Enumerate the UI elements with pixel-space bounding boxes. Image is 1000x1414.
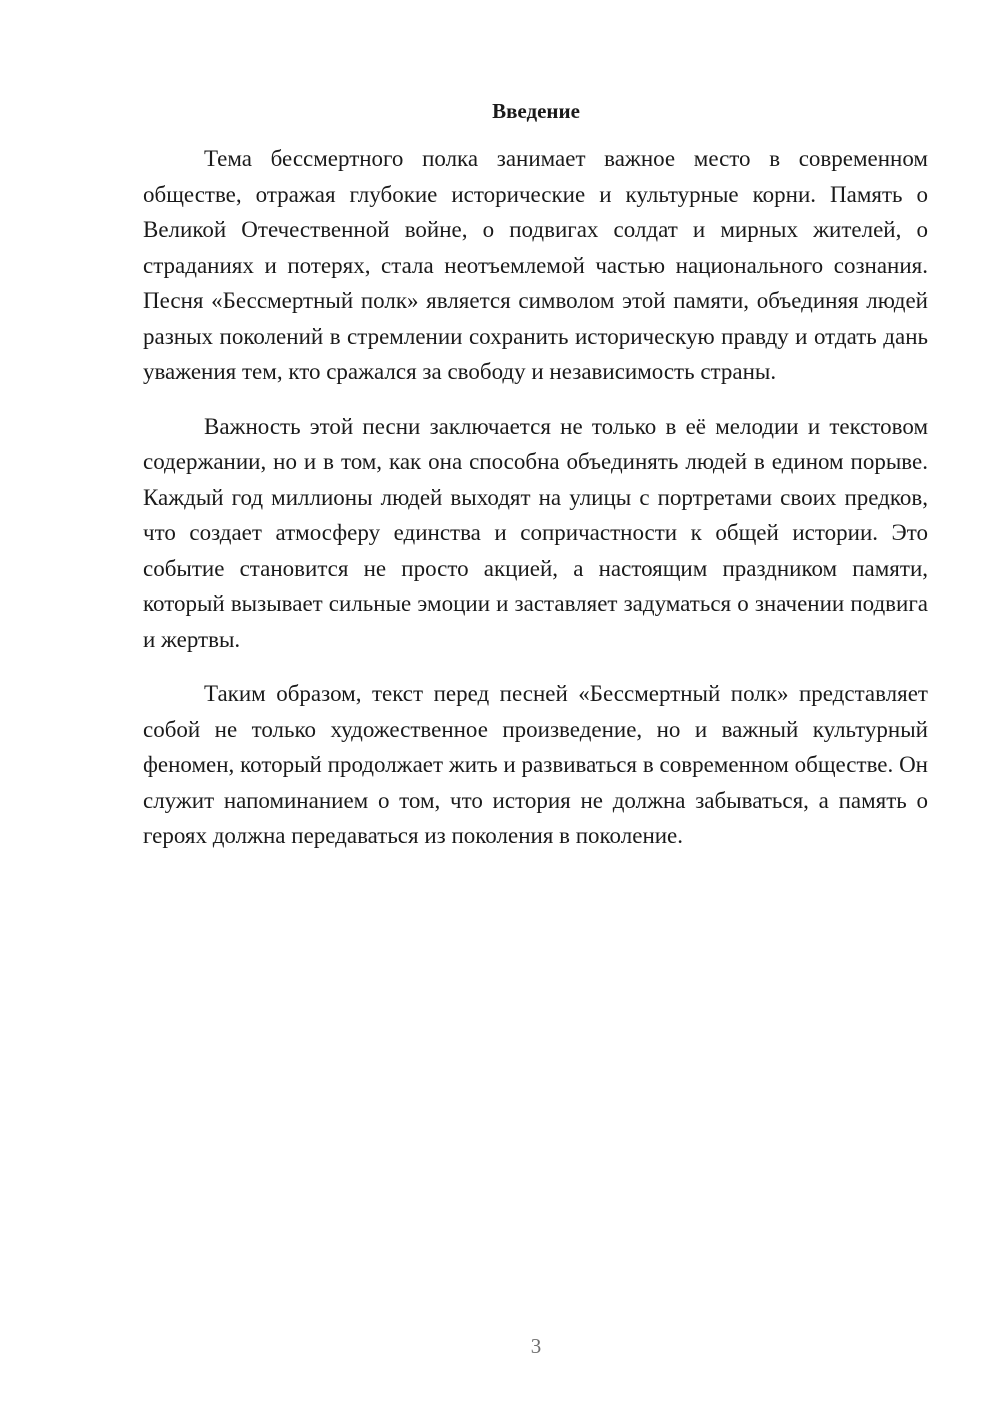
body-text	[143, 141, 928, 854]
page-number: 3	[530, 1334, 542, 1358]
paragraph-2: Важность этой песни заключается не только в её мелодии и текстовом содержании, но и в том, как она способна объединять людей в едином порыве. Каждый год миллионы людей выходят на улицы с портретами своих предков, что создает атмосферу единства и сопричастности к общей истории. Это событие становится не просто акцией, а настоящим праздником памяти, который вызывает сильные эмоции и заставляет задуматься о значении подвига и жертвы.	[143, 413, 928, 652]
paragraph-1: Тема бессмертного полка занимает важное место в современном обществе, отражая глубокие исторические и культурные корни. Память о Великой Отечественной войне, о подвигах солдат и мирных жителей, о страданиях и потерях, стала неотъемлемой частью национального сознания. Песня «Бессмертный полк» является символом этой памяти, объединяя людей разных поколений в стремлении сохранить историческую правду и отдать дань уважения тем, кто сражался за свободу и независимость страны.	[143, 146, 928, 384]
paragraph-3: Таким образом, текст перед песней «Бессмертный полк» представляет собой не только художественное произведение, но и важный культурный феномен, который продолжает жить и развиваться в современном обществе. Он служит напоминанием о том, что история не должна забываться, а память о героях должна передаваться из поколения в поколение.	[143, 681, 928, 848]
section-heading: Введение	[492, 99, 580, 123]
